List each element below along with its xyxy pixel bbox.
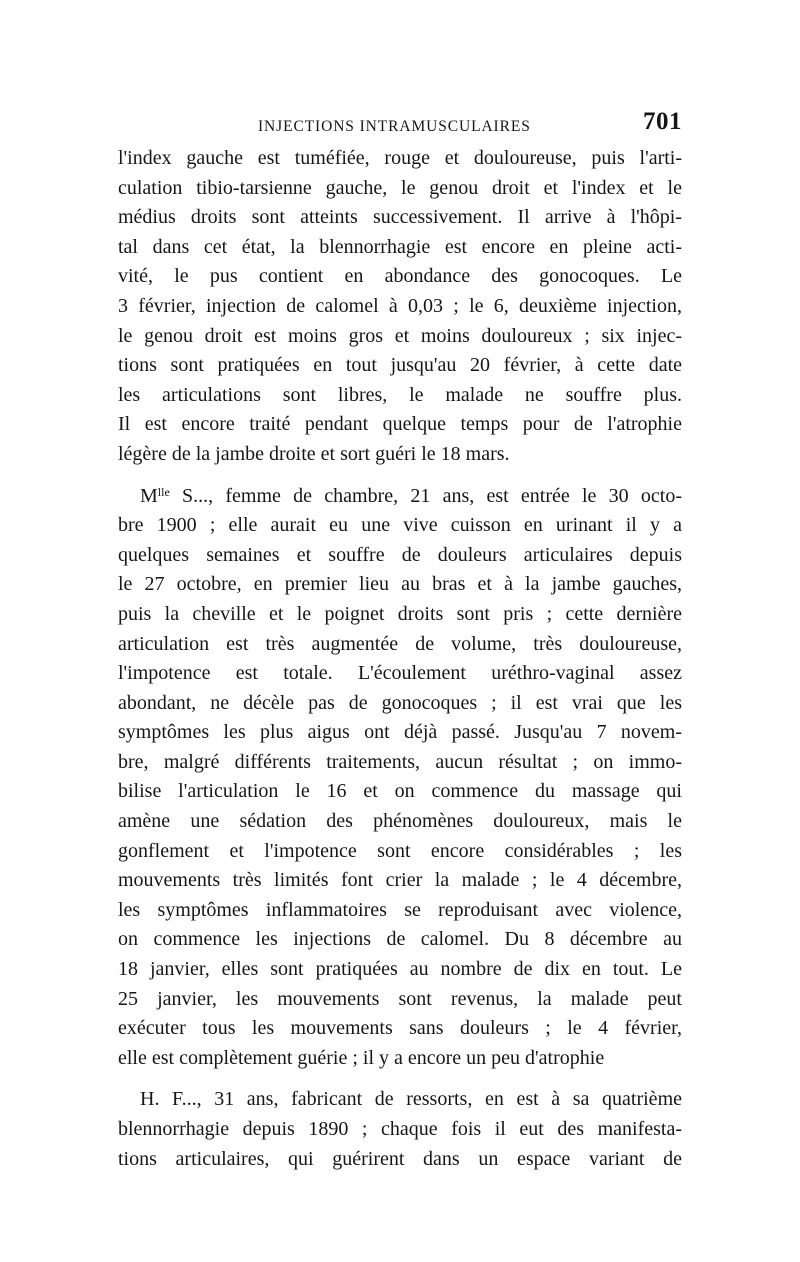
text-line-first xyxy=(118,482,682,512)
paragraph-1 xyxy=(118,144,682,470)
text-line: exécuter tous les mouvements sans douleurs ; le 4 février, xyxy=(118,1017,682,1040)
text-line: abondant, ne décèle pas de gonocoques ; il est vrai que les xyxy=(118,691,682,714)
title-abbreviation-superscript: lle xyxy=(157,484,170,499)
text-line: culation tibio-tarsienne gauche, le genou droit et l'index et le xyxy=(118,176,682,199)
text-line: bre 1900 ; elle aurait eu une vive cuisson en urinant il y a xyxy=(118,514,682,537)
text-line: le 27 octobre, en premier lieu au bras et à la jambe gauches, xyxy=(118,573,682,596)
text-line: H. F..., 31 ans, fabricant de ressorts, en est à sa quatrième xyxy=(140,1088,682,1111)
text-line: elle est complètement guérie ; il y a encore un peu d'atrophie xyxy=(118,1046,605,1069)
text-line: les symptômes inflammatoires se reproduisant avec violence, xyxy=(118,898,682,921)
title-abbreviation: M xyxy=(140,484,158,507)
text-line: bre, malgré différents traitements, aucun résultat ; on immo- xyxy=(118,750,682,773)
paragraph-gap xyxy=(118,1073,682,1085)
text-line: tions sont pratiquées en tout jusqu'au 20 février, à cette date xyxy=(118,354,682,377)
text-line: puis la cheville et le poignet droits sont pris ; cette dernière xyxy=(118,602,682,625)
text-line: articulation est très augmentée de volume, très douloureuse, xyxy=(118,632,682,655)
running-title: INJECTIONS INTRAMUSCULAIRES xyxy=(258,118,531,135)
text-line: l'impotence est totale. L'écoulement uréthro-vaginal assez xyxy=(118,662,682,685)
text-line: bilise l'articulation le 16 et on commence du massage qui xyxy=(118,780,682,803)
text-line: amène une sédation des phénomènes douloureux, mais le xyxy=(118,810,682,833)
text-line: Il est encore traité pendant quelque temps pour de l'atrophie xyxy=(118,413,682,436)
text-line: légère de la jambe droite et sort guéri le 18 mars. xyxy=(118,442,510,465)
text-line: l'index gauche est tuméfiée, rouge et douloureuse, puis l'arti- xyxy=(118,147,682,169)
text-line: gonflement et l'impotence sont encore considérables ; les xyxy=(118,839,682,862)
text-line: 25 janvier, les mouvements sont revenus, la malade peut xyxy=(118,987,682,1010)
paragraph-3 xyxy=(118,1085,682,1174)
text-line: mouvements très limités font crier la malade ; le 4 décembre, xyxy=(118,869,682,892)
paragraph-gap xyxy=(118,470,682,482)
page-number: 701 xyxy=(643,108,682,135)
running-head xyxy=(118,108,682,138)
text-line-rest: S..., femme de chambre, 21 ans, est entrée le 30 octo- xyxy=(169,484,682,507)
text-line: 3 février, injection de calomel à 0,03 ; le 6, deuxième injection, xyxy=(118,294,682,317)
body-text xyxy=(118,144,682,1174)
text-line: symptômes les plus aigus ont déjà passé. Jusqu'au 7 novem- xyxy=(118,721,682,744)
text-line: les articulations sont libres, le malade ne souffre plus. xyxy=(118,383,682,406)
text-line: 18 janvier, elles sont pratiquées au nombre de dix en tout. Le xyxy=(118,958,682,981)
text-line: le genou droit est moins gros et moins douloureux ; six injec- xyxy=(118,324,682,347)
text-line: on commence les injections de calomel. Du 8 décembre au xyxy=(118,928,682,951)
text-line: tal dans cet état, la blennorrhagie est encore en pleine acti- xyxy=(118,235,682,258)
paragraph-2 xyxy=(118,482,682,1074)
text-line: vité, le pus contient en abondance des gonocoques. Le xyxy=(118,265,682,288)
text-line: blennorrhagie depuis 1890 ; chaque fois il eut des manifesta- xyxy=(118,1118,682,1140)
text-line: quelques semaines et souffre de douleurs articulaires depuis xyxy=(118,543,682,566)
text-line: médius droits sont atteints successivement. Il arrive à l'hôpi- xyxy=(118,206,682,229)
text-line: tions articulaires, qui guérirent dans un espace variant de xyxy=(118,1147,682,1170)
